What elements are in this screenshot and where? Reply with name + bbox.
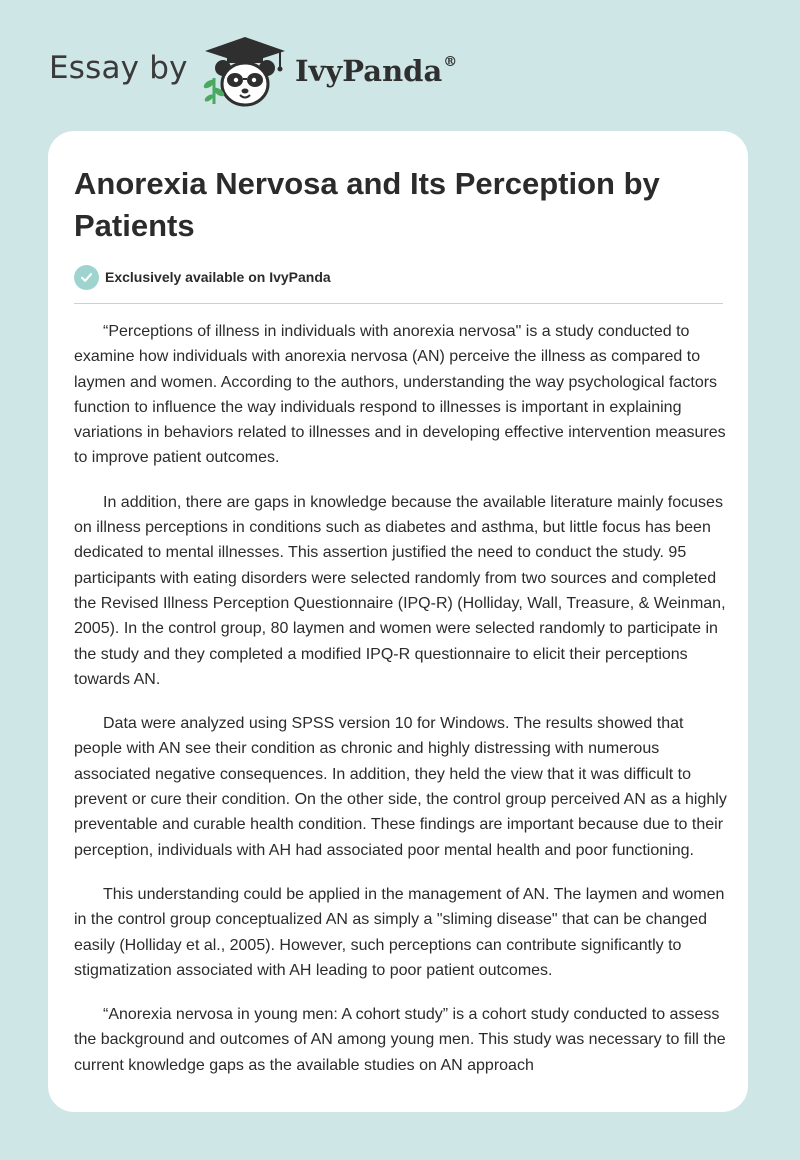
paragraph: “Anorexia nervosa in young men: A cohort study” is a cohort study conducted to assess the background and outcomes of AN among young men. This study was necessary to fill the current knowledge gaps as the available studies on AN approach [74,1006,726,1074]
exclusive-badge-label: Exclusively available on IvyPanda [105,269,331,285]
article-title: Anorexia Nervosa and Its Perception by Patients [74,166,660,243]
paragraph: “Perceptions of illness in individuals with anorexia nervosa" is a study conducted to examine how individuals with anorexia nervosa (AN) perceive the illness as compared to laymen and women. According to the authors, understanding the way psychological factors function to influence the way individuals respond to illnesses is important in explaining variations in behaviors related to illnesses and in developing effective intervention measures to improve patient outcomes. [74,323,726,467]
paragraph: In addition, there are gaps in knowledge because the available literature mainly focuses on illness perceptions in conditions such as diabetes and asthma, but little focus has been dedicated to mental illnesses. This assertion justified the need to conduct the study. 95 participants with eating disorders were selected randomly from two sources and completed the Revised Illness Perception Questionnaire (IPQ-R) (Holliday, Wall, Treasure, & Weinman, 2005). In the control group, 80 laymen and women were selected randomly to participate in the study and they completed a modified IPQ-R questionnaire to elicit their perceptions towards AN. [74,493,726,688]
brand-name[interactable]: IvyPanda® [295,54,458,88]
registered-mark: ® [443,54,458,71]
title-divider [74,303,723,304]
essay-by-label: Essay by [49,50,188,86]
article-body [74,319,734,1097]
checkmark-icon [74,265,99,290]
exclusive-badge [74,264,331,290]
panda-logo-icon[interactable] [200,34,290,108]
site-header [0,0,800,130]
article-card [48,131,748,1112]
paragraph: This understanding could be applied in the management of AN. The laymen and women in the control group conceptualized AN as simply a "sliming disease" that can be changed easily (Holliday et al., 2005). However, such perceptions can contribute significantly to stigmatization associated with AH leading to poor patient outcomes. [74,885,725,979]
paragraph: Data were analyzed using SPSS version 10 for Windows. The results showed that people with AN see their condition as chronic and highly distressing with numerous associated negative consequences. In addition, they held the view that it was difficult to prevent or cure their condition. On the other side, the control group perceived AN as a highly preventable and curable health condition. These findings are important because due to their perception, individuals with AH had associated poor mental health and poor functioning. [74,715,727,859]
